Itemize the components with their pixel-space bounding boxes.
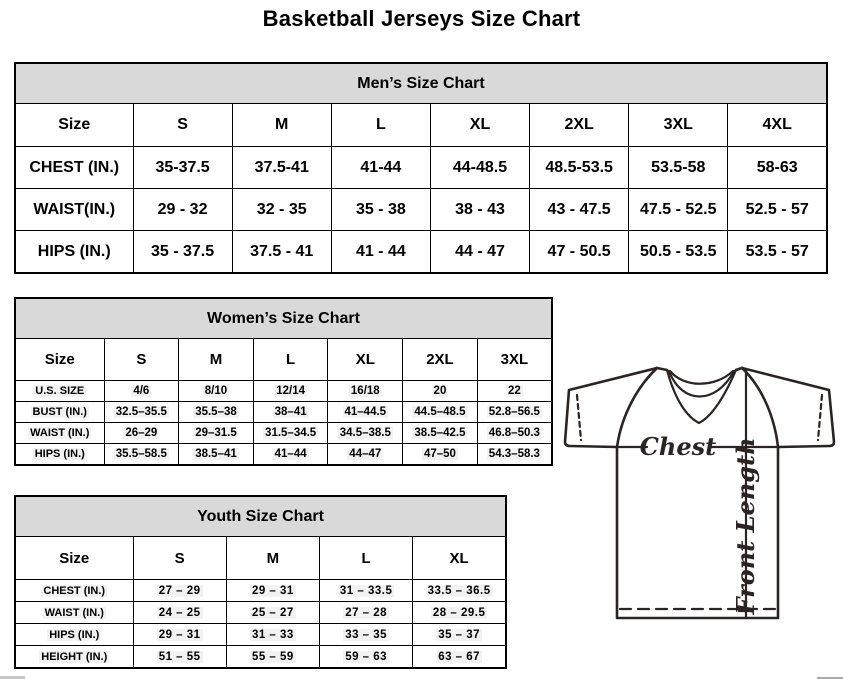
table-caption: Women’s Size Chart xyxy=(15,298,552,339)
size-value-cell: 41–44 xyxy=(253,444,328,466)
column-header: 4XL xyxy=(728,104,827,147)
column-header: 2XL xyxy=(530,104,629,147)
column-header: S xyxy=(133,104,232,147)
size-value-cell: 63 – 67 xyxy=(413,646,506,669)
row-label: HIPS (IN.) xyxy=(15,624,133,646)
size-value-cell: 12/14 xyxy=(253,381,328,402)
size-value-cell: 29 - 32 xyxy=(133,189,232,231)
row-label: HIPS (IN.) xyxy=(15,444,104,466)
size-value-cell: 44–47 xyxy=(328,444,403,466)
table-row xyxy=(15,423,552,444)
jersey-measurement-diagram xyxy=(556,358,843,628)
size-value-cell: 4/6 xyxy=(104,381,179,402)
size-value-cell: 53.5 - 57 xyxy=(728,231,827,274)
size-value-cell: 29 – 31 xyxy=(133,624,226,646)
size-value-cell: 47 - 50.5 xyxy=(530,231,629,274)
size-value-cell: 52.5 - 57 xyxy=(728,189,827,231)
size-value-cell: 27 – 29 xyxy=(133,580,226,602)
size-value-cell: 47–50 xyxy=(403,444,478,466)
table-row xyxy=(15,231,827,274)
size-value-cell: 28 – 29.5 xyxy=(413,602,506,624)
size-value-cell: 46.8–50.3 xyxy=(477,423,552,444)
mens-size-table xyxy=(14,62,828,274)
column-header: M xyxy=(226,537,319,580)
row-label: BUST (IN.) xyxy=(15,402,104,423)
size-value-cell: 43 - 47.5 xyxy=(530,189,629,231)
size-value-cell: 35.5–58.5 xyxy=(104,444,179,466)
row-label: WAIST (IN.) xyxy=(15,423,104,444)
size-value-cell: 47.5 - 52.5 xyxy=(629,189,728,231)
table-row xyxy=(15,147,827,189)
size-value-cell: 48.5-53.5 xyxy=(530,147,629,189)
row-label: CHEST (IN.) xyxy=(15,580,133,602)
column-header: XL xyxy=(413,537,506,580)
table-row xyxy=(15,189,827,231)
size-value-cell: 31 – 33.5 xyxy=(320,580,413,602)
table-row xyxy=(15,402,552,423)
size-value-cell: 54.3–58.3 xyxy=(477,444,552,466)
table-row xyxy=(15,381,552,402)
size-value-cell: 44.5–48.5 xyxy=(403,402,478,423)
size-value-cell: 55 – 59 xyxy=(226,646,319,669)
size-value-cell: 31.5–34.5 xyxy=(253,423,328,444)
size-value-cell: 8/10 xyxy=(179,381,254,402)
column-header: XL xyxy=(430,104,529,147)
column-header: Size xyxy=(15,339,104,381)
size-value-cell: 51 – 55 xyxy=(133,646,226,669)
size-value-cell: 41-44 xyxy=(331,147,430,189)
size-value-cell: 37.5 - 41 xyxy=(232,231,331,274)
front-length-label: Front Length xyxy=(731,437,760,615)
column-header: S xyxy=(133,537,226,580)
row-label: WAIST(IN.) xyxy=(15,189,133,231)
size-value-cell: 16/18 xyxy=(328,381,403,402)
table-row xyxy=(15,580,506,602)
size-value-cell: 34.5–38.5 xyxy=(328,423,403,444)
table-row xyxy=(15,602,506,624)
size-value-cell: 33.5 – 36.5 xyxy=(413,580,506,602)
column-header: 3XL xyxy=(629,104,728,147)
column-header: M xyxy=(179,339,254,381)
size-value-cell: 59 – 63 xyxy=(320,646,413,669)
table-row xyxy=(15,624,506,646)
size-value-cell: 38–41 xyxy=(253,402,328,423)
size-value-cell: 20 xyxy=(403,381,478,402)
size-value-cell: 38 - 43 xyxy=(430,189,529,231)
size-value-cell: 58-63 xyxy=(728,147,827,189)
size-value-cell: 44 - 47 xyxy=(430,231,529,274)
table-caption: Men’s Size Chart xyxy=(15,63,827,104)
size-value-cell: 32 - 35 xyxy=(232,189,331,231)
size-value-cell: 41–44.5 xyxy=(328,402,403,423)
size-value-cell: 38.5–41 xyxy=(179,444,254,466)
table-caption: Youth Size Chart xyxy=(15,496,506,537)
column-header: Size xyxy=(15,104,133,147)
size-value-cell: 27 – 28 xyxy=(320,602,413,624)
row-label: HIPS (IN.) xyxy=(15,231,133,274)
size-value-cell: 37.5-41 xyxy=(232,147,331,189)
size-value-cell: 38.5–42.5 xyxy=(403,423,478,444)
size-value-cell: 44-48.5 xyxy=(430,147,529,189)
column-header: 2XL xyxy=(403,339,478,381)
column-header: Size xyxy=(15,537,133,580)
column-header: L xyxy=(320,537,413,580)
column-header: 3XL xyxy=(477,339,552,381)
page-title: Basketball Jerseys Size Chart xyxy=(262,6,581,31)
size-value-cell: 31 – 33 xyxy=(226,624,319,646)
size-value-cell: 32.5–35.5 xyxy=(104,402,179,423)
size-value-cell: 50.5 - 53.5 xyxy=(629,231,728,274)
size-value-cell: 25 – 27 xyxy=(226,602,319,624)
column-header: L xyxy=(331,104,430,147)
size-value-cell: 35 - 38 xyxy=(331,189,430,231)
size-value-cell: 35-37.5 xyxy=(133,147,232,189)
column-header: M xyxy=(232,104,331,147)
size-value-cell: 35.5–38 xyxy=(179,402,254,423)
size-value-cell: 33 – 35 xyxy=(320,624,413,646)
column-header: L xyxy=(253,339,328,381)
table-row xyxy=(15,444,552,466)
row-label: CHEST (IN.) xyxy=(15,147,133,189)
chest-label: Chest xyxy=(639,432,717,461)
size-value-cell: 41 - 44 xyxy=(331,231,430,274)
table-row xyxy=(15,646,506,669)
size-value-cell: 53.5-58 xyxy=(629,147,728,189)
column-header: XL xyxy=(328,339,403,381)
size-value-cell: 52.8–56.5 xyxy=(477,402,552,423)
size-value-cell: 35 – 37 xyxy=(413,624,506,646)
jersey-outline-icon xyxy=(556,358,843,628)
size-value-cell: 24 – 25 xyxy=(133,602,226,624)
row-label: HEIGHT (IN.) xyxy=(15,646,133,669)
column-header: S xyxy=(104,339,179,381)
size-value-cell: 22 xyxy=(477,381,552,402)
row-label: U.S. SIZE xyxy=(15,381,104,402)
row-label: WAIST (IN.) xyxy=(15,602,133,624)
size-value-cell: 29 – 31 xyxy=(226,580,319,602)
size-value-cell: 26–29 xyxy=(104,423,179,444)
size-value-cell: 29–31.5 xyxy=(179,423,254,444)
womens-size-table xyxy=(14,297,553,466)
size-value-cell: 35 - 37.5 xyxy=(133,231,232,274)
youth-size-table xyxy=(14,495,507,669)
